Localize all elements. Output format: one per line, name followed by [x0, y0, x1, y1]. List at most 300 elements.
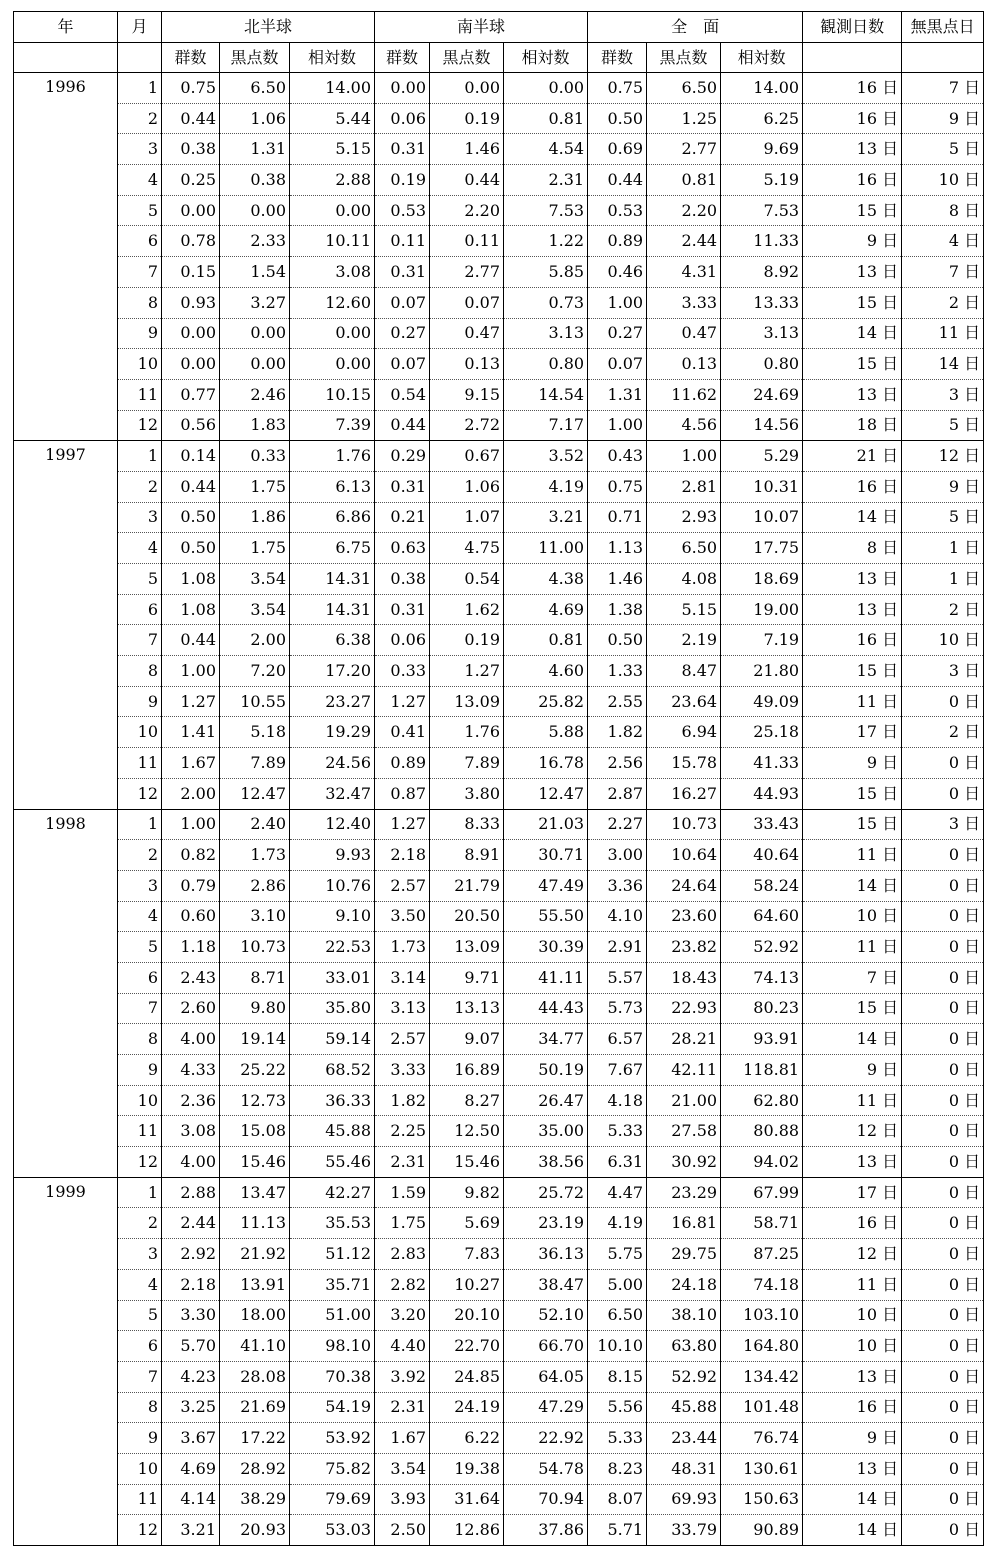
- south-groups-cell: 1.67: [375, 1423, 430, 1454]
- total-relative-cell: 76.74: [721, 1423, 803, 1454]
- north-relative-cell: 3.08: [290, 257, 375, 288]
- south-spots-cell: 12.50: [430, 1116, 504, 1147]
- total-groups-cell: 1.00: [588, 410, 647, 441]
- south-relative-cell: 37.86: [504, 1515, 588, 1546]
- total-groups-cell: 1.31: [588, 379, 647, 410]
- north-relative-cell: 0.00: [290, 318, 375, 349]
- south-groups-cell: 3.92: [375, 1361, 430, 1392]
- north-spots-cell: 2.40: [220, 809, 290, 840]
- table-row: [14, 1085, 984, 1116]
- obs-days-cell: 11 日: [803, 1269, 902, 1300]
- obs-days-cell: 11 日: [803, 686, 902, 717]
- total-groups-cell: 6.31: [588, 1147, 647, 1178]
- header-total-groups: 群数: [588, 43, 647, 73]
- north-relative-cell: 14.00: [290, 73, 375, 104]
- total-relative-cell: 7.53: [721, 195, 803, 226]
- total-relative-cell: 5.29: [721, 441, 803, 472]
- south-spots-cell: 19.38: [430, 1453, 504, 1484]
- table-row: [14, 1116, 984, 1147]
- month-cell: 2: [118, 840, 162, 871]
- month-cell: 2: [118, 1208, 162, 1239]
- north-spots-cell: 10.55: [220, 686, 290, 717]
- south-groups-cell: 0.31: [375, 594, 430, 625]
- north-relative-cell: 42.27: [290, 1177, 375, 1208]
- total-spots-cell: 16.27: [647, 778, 721, 809]
- total-spots-cell: 63.80: [647, 1331, 721, 1362]
- north-relative-cell: 36.33: [290, 1085, 375, 1116]
- south-relative-cell: 21.03: [504, 809, 588, 840]
- south-spots-cell: 2.72: [430, 410, 504, 441]
- year-cell: 1999: [14, 1177, 118, 1545]
- north-spots-cell: 18.00: [220, 1300, 290, 1331]
- south-groups-cell: 0.53: [375, 195, 430, 226]
- total-groups-cell: 1.33: [588, 656, 647, 687]
- north-spots-cell: 5.18: [220, 717, 290, 748]
- south-groups-cell: 0.31: [375, 471, 430, 502]
- south-groups-cell: 0.27: [375, 318, 430, 349]
- table-row: [14, 962, 984, 993]
- total-groups-cell: 3.00: [588, 840, 647, 871]
- north-relative-cell: 98.10: [290, 1331, 375, 1362]
- table-row: [14, 1453, 984, 1484]
- total-spots-cell: 10.64: [647, 840, 721, 871]
- no-spot-days-cell: 0 日: [902, 1515, 984, 1546]
- north-relative-cell: 6.38: [290, 625, 375, 656]
- no-spot-days-cell: 9 日: [902, 103, 984, 134]
- south-relative-cell: 44.43: [504, 993, 588, 1024]
- north-relative-cell: 59.14: [290, 1024, 375, 1055]
- total-groups-cell: 5.33: [588, 1423, 647, 1454]
- header-row-sub: [14, 43, 984, 73]
- south-groups-cell: 3.14: [375, 962, 430, 993]
- north-relative-cell: 17.20: [290, 656, 375, 687]
- south-relative-cell: 0.80: [504, 349, 588, 380]
- total-spots-cell: 23.29: [647, 1177, 721, 1208]
- south-groups-cell: 1.27: [375, 809, 430, 840]
- north-groups-cell: 4.69: [162, 1453, 220, 1484]
- south-relative-cell: 66.70: [504, 1331, 588, 1362]
- total-relative-cell: 25.18: [721, 717, 803, 748]
- north-spots-cell: 41.10: [220, 1331, 290, 1362]
- obs-days-cell: 12 日: [803, 1116, 902, 1147]
- north-groups-cell: 1.08: [162, 594, 220, 625]
- south-spots-cell: 9.71: [430, 962, 504, 993]
- south-spots-cell: 0.19: [430, 625, 504, 656]
- total-groups-cell: 0.89: [588, 226, 647, 257]
- south-spots-cell: 0.13: [430, 349, 504, 380]
- north-spots-cell: 1.86: [220, 502, 290, 533]
- north-spots-cell: 0.38: [220, 165, 290, 196]
- south-spots-cell: 1.76: [430, 717, 504, 748]
- total-relative-cell: 33.43: [721, 809, 803, 840]
- no-spot-days-cell: 7 日: [902, 73, 984, 104]
- total-relative-cell: 103.10: [721, 1300, 803, 1331]
- north-groups-cell: 0.44: [162, 625, 220, 656]
- north-relative-cell: 24.56: [290, 748, 375, 779]
- north-groups-cell: 0.79: [162, 870, 220, 901]
- north-relative-cell: 33.01: [290, 962, 375, 993]
- north-relative-cell: 0.00: [290, 195, 375, 226]
- total-groups-cell: 4.19: [588, 1208, 647, 1239]
- month-cell: 10: [118, 349, 162, 380]
- north-spots-cell: 38.29: [220, 1484, 290, 1515]
- no-spot-days-cell: 0 日: [902, 1361, 984, 1392]
- south-groups-cell: 2.31: [375, 1392, 430, 1423]
- south-spots-cell: 2.20: [430, 195, 504, 226]
- total-relative-cell: 5.19: [721, 165, 803, 196]
- south-relative-cell: 35.00: [504, 1116, 588, 1147]
- south-spots-cell: 21.79: [430, 870, 504, 901]
- north-spots-cell: 12.47: [220, 778, 290, 809]
- south-groups-cell: 1.59: [375, 1177, 430, 1208]
- total-groups-cell: 0.27: [588, 318, 647, 349]
- south-groups-cell: 2.18: [375, 840, 430, 871]
- north-groups-cell: 1.67: [162, 748, 220, 779]
- south-spots-cell: 31.64: [430, 1484, 504, 1515]
- no-spot-days-cell: 0 日: [902, 1300, 984, 1331]
- month-cell: 4: [118, 533, 162, 564]
- south-relative-cell: 12.47: [504, 778, 588, 809]
- north-groups-cell: 0.50: [162, 533, 220, 564]
- south-spots-cell: 0.19: [430, 103, 504, 134]
- no-spot-days-cell: 0 日: [902, 993, 984, 1024]
- obs-days-cell: 9 日: [803, 1055, 902, 1086]
- total-spots-cell: 2.77: [647, 134, 721, 165]
- north-groups-cell: 1.41: [162, 717, 220, 748]
- south-spots-cell: 9.07: [430, 1024, 504, 1055]
- obs-days-cell: 18 日: [803, 410, 902, 441]
- no-spot-days-cell: 0 日: [902, 748, 984, 779]
- total-groups-cell: 3.36: [588, 870, 647, 901]
- total-groups-cell: 0.69: [588, 134, 647, 165]
- north-spots-cell: 2.46: [220, 379, 290, 410]
- obs-days-cell: 14 日: [803, 1024, 902, 1055]
- obs-days-cell: 13 日: [803, 594, 902, 625]
- south-relative-cell: 30.39: [504, 932, 588, 963]
- total-spots-cell: 0.81: [647, 165, 721, 196]
- total-groups-cell: 2.87: [588, 778, 647, 809]
- table-row: [14, 594, 984, 625]
- no-spot-days-cell: 9 日: [902, 471, 984, 502]
- north-relative-cell: 51.12: [290, 1239, 375, 1270]
- month-cell: 9: [118, 686, 162, 717]
- total-spots-cell: 27.58: [647, 1116, 721, 1147]
- north-groups-cell: 4.00: [162, 1024, 220, 1055]
- month-cell: 2: [118, 471, 162, 502]
- header-sub-empty: [902, 43, 984, 73]
- obs-days-cell: 21 日: [803, 441, 902, 472]
- total-relative-cell: 44.93: [721, 778, 803, 809]
- south-relative-cell: 11.00: [504, 533, 588, 564]
- total-spots-cell: 30.92: [647, 1147, 721, 1178]
- header-sub-empty: [14, 43, 118, 73]
- north-relative-cell: 70.38: [290, 1361, 375, 1392]
- no-spot-days-cell: 0 日: [902, 1147, 984, 1178]
- header-south-relative: 相対数: [504, 43, 588, 73]
- south-spots-cell: 8.27: [430, 1085, 504, 1116]
- month-cell: 3: [118, 134, 162, 165]
- total-groups-cell: 2.91: [588, 932, 647, 963]
- south-relative-cell: 3.52: [504, 441, 588, 472]
- south-groups-cell: 2.31: [375, 1147, 430, 1178]
- year-cell: 1996: [14, 73, 118, 441]
- obs-days-cell: 14 日: [803, 318, 902, 349]
- table-row: [14, 441, 984, 472]
- north-spots-cell: 10.73: [220, 932, 290, 963]
- header-sub-empty: [803, 43, 902, 73]
- table-row: [14, 1177, 984, 1208]
- obs-days-cell: 12 日: [803, 1239, 902, 1270]
- obs-days-cell: 13 日: [803, 1361, 902, 1392]
- month-cell: 11: [118, 1116, 162, 1147]
- header-sub-empty: [118, 43, 162, 73]
- total-relative-cell: 58.71: [721, 1208, 803, 1239]
- obs-days-cell: 15 日: [803, 656, 902, 687]
- south-spots-cell: 20.50: [430, 901, 504, 932]
- table-row: [14, 1055, 984, 1086]
- obs-days-cell: 15 日: [803, 778, 902, 809]
- no-spot-days-cell: 2 日: [902, 287, 984, 318]
- north-spots-cell: 1.73: [220, 840, 290, 871]
- total-groups-cell: 2.56: [588, 748, 647, 779]
- obs-days-cell: 10 日: [803, 901, 902, 932]
- total-spots-cell: 15.78: [647, 748, 721, 779]
- total-spots-cell: 24.18: [647, 1269, 721, 1300]
- year-cell: 1998: [14, 809, 118, 1177]
- month-cell: 5: [118, 195, 162, 226]
- table-row: [14, 1239, 984, 1270]
- total-groups-cell: 0.75: [588, 73, 647, 104]
- obs-days-cell: 14 日: [803, 1515, 902, 1546]
- south-groups-cell: 0.33: [375, 656, 430, 687]
- month-cell: 12: [118, 410, 162, 441]
- total-relative-cell: 24.69: [721, 379, 803, 410]
- no-spot-days-cell: 0 日: [902, 1392, 984, 1423]
- table-row: [14, 717, 984, 748]
- total-groups-cell: 4.10: [588, 901, 647, 932]
- table-row: [14, 564, 984, 595]
- month-cell: 4: [118, 901, 162, 932]
- north-spots-cell: 20.93: [220, 1515, 290, 1546]
- header-obs-days: 観測日数: [803, 12, 902, 43]
- south-spots-cell: 0.67: [430, 441, 504, 472]
- table-row: [14, 502, 984, 533]
- table-row: [14, 257, 984, 288]
- south-groups-cell: 0.89: [375, 748, 430, 779]
- south-groups-cell: 0.07: [375, 287, 430, 318]
- north-spots-cell: 3.54: [220, 564, 290, 595]
- north-groups-cell: 0.14: [162, 441, 220, 472]
- north-groups-cell: 2.18: [162, 1269, 220, 1300]
- south-relative-cell: 64.05: [504, 1361, 588, 1392]
- month-cell: 10: [118, 717, 162, 748]
- total-relative-cell: 150.63: [721, 1484, 803, 1515]
- south-groups-cell: 2.25: [375, 1116, 430, 1147]
- south-relative-cell: 26.47: [504, 1085, 588, 1116]
- south-relative-cell: 7.53: [504, 195, 588, 226]
- north-groups-cell: 2.60: [162, 993, 220, 1024]
- header-total-spots: 黒点数: [647, 43, 721, 73]
- total-spots-cell: 6.50: [647, 73, 721, 104]
- obs-days-cell: 11 日: [803, 840, 902, 871]
- no-spot-days-cell: 0 日: [902, 1208, 984, 1239]
- table-row: [14, 1208, 984, 1239]
- total-relative-cell: 10.07: [721, 502, 803, 533]
- table-row: [14, 134, 984, 165]
- total-relative-cell: 62.80: [721, 1085, 803, 1116]
- total-relative-cell: 10.31: [721, 471, 803, 502]
- month-cell: 2: [118, 103, 162, 134]
- obs-days-cell: 17 日: [803, 717, 902, 748]
- north-spots-cell: 19.14: [220, 1024, 290, 1055]
- total-spots-cell: 6.50: [647, 533, 721, 564]
- total-groups-cell: 0.53: [588, 195, 647, 226]
- table-row: [14, 471, 984, 502]
- table-row: [14, 809, 984, 840]
- south-relative-cell: 34.77: [504, 1024, 588, 1055]
- table-row: [14, 870, 984, 901]
- total-groups-cell: 0.71: [588, 502, 647, 533]
- south-relative-cell: 4.38: [504, 564, 588, 595]
- south-spots-cell: 13.09: [430, 686, 504, 717]
- north-spots-cell: 1.83: [220, 410, 290, 441]
- total-spots-cell: 45.88: [647, 1392, 721, 1423]
- south-spots-cell: 12.86: [430, 1515, 504, 1546]
- total-relative-cell: 74.18: [721, 1269, 803, 1300]
- table-row: [14, 1361, 984, 1392]
- header-north-spots: 黒点数: [220, 43, 290, 73]
- table-row: [14, 1392, 984, 1423]
- total-groups-cell: 1.13: [588, 533, 647, 564]
- table-row: [14, 379, 984, 410]
- south-spots-cell: 0.47: [430, 318, 504, 349]
- obs-days-cell: 13 日: [803, 379, 902, 410]
- south-spots-cell: 10.27: [430, 1269, 504, 1300]
- north-relative-cell: 19.29: [290, 717, 375, 748]
- no-spot-days-cell: 0 日: [902, 962, 984, 993]
- total-spots-cell: 33.79: [647, 1515, 721, 1546]
- month-cell: 9: [118, 1055, 162, 1086]
- north-groups-cell: 2.43: [162, 962, 220, 993]
- table-row: [14, 165, 984, 196]
- total-groups-cell: 4.18: [588, 1085, 647, 1116]
- obs-days-cell: 13 日: [803, 1453, 902, 1484]
- total-relative-cell: 94.02: [721, 1147, 803, 1178]
- obs-days-cell: 7 日: [803, 962, 902, 993]
- south-spots-cell: 1.46: [430, 134, 504, 165]
- south-groups-cell: 2.57: [375, 870, 430, 901]
- total-groups-cell: 1.82: [588, 717, 647, 748]
- total-relative-cell: 80.88: [721, 1116, 803, 1147]
- total-spots-cell: 16.81: [647, 1208, 721, 1239]
- month-cell: 9: [118, 1423, 162, 1454]
- obs-days-cell: 15 日: [803, 809, 902, 840]
- south-spots-cell: 6.22: [430, 1423, 504, 1454]
- obs-days-cell: 16 日: [803, 73, 902, 104]
- north-relative-cell: 51.00: [290, 1300, 375, 1331]
- obs-days-cell: 14 日: [803, 502, 902, 533]
- south-relative-cell: 47.49: [504, 870, 588, 901]
- header-south: 南半球: [375, 12, 588, 43]
- obs-days-cell: 13 日: [803, 257, 902, 288]
- month-cell: 6: [118, 226, 162, 257]
- total-relative-cell: 14.56: [721, 410, 803, 441]
- north-groups-cell: 1.27: [162, 686, 220, 717]
- total-spots-cell: 23.60: [647, 901, 721, 932]
- south-spots-cell: 0.11: [430, 226, 504, 257]
- north-relative-cell: 53.03: [290, 1515, 375, 1546]
- table-row: [14, 625, 984, 656]
- table-row: [14, 318, 984, 349]
- total-spots-cell: 3.33: [647, 287, 721, 318]
- total-spots-cell: 38.10: [647, 1300, 721, 1331]
- north-spots-cell: 12.73: [220, 1085, 290, 1116]
- total-relative-cell: 21.80: [721, 656, 803, 687]
- north-spots-cell: 7.89: [220, 748, 290, 779]
- north-spots-cell: 3.10: [220, 901, 290, 932]
- north-groups-cell: 0.00: [162, 349, 220, 380]
- south-groups-cell: 0.38: [375, 564, 430, 595]
- no-spot-days-cell: 10 日: [902, 165, 984, 196]
- south-groups-cell: 0.29: [375, 441, 430, 472]
- north-groups-cell: 3.08: [162, 1116, 220, 1147]
- header-south-groups: 群数: [375, 43, 430, 73]
- north-spots-cell: 13.91: [220, 1269, 290, 1300]
- south-groups-cell: 0.00: [375, 73, 430, 104]
- north-groups-cell: 2.00: [162, 778, 220, 809]
- south-groups-cell: 2.50: [375, 1515, 430, 1546]
- total-groups-cell: 5.73: [588, 993, 647, 1024]
- month-cell: 1: [118, 1177, 162, 1208]
- month-cell: 4: [118, 1269, 162, 1300]
- north-groups-cell: 1.00: [162, 656, 220, 687]
- north-spots-cell: 3.54: [220, 594, 290, 625]
- south-relative-cell: 4.19: [504, 471, 588, 502]
- no-spot-days-cell: 0 日: [902, 1269, 984, 1300]
- obs-days-cell: 14 日: [803, 870, 902, 901]
- month-cell: 5: [118, 564, 162, 595]
- south-relative-cell: 0.81: [504, 103, 588, 134]
- north-relative-cell: 35.53: [290, 1208, 375, 1239]
- north-relative-cell: 53.92: [290, 1423, 375, 1454]
- north-relative-cell: 10.15: [290, 379, 375, 410]
- no-spot-days-cell: 1 日: [902, 533, 984, 564]
- north-groups-cell: 2.92: [162, 1239, 220, 1270]
- obs-days-cell: 16 日: [803, 471, 902, 502]
- north-groups-cell: 4.00: [162, 1147, 220, 1178]
- north-relative-cell: 35.80: [290, 993, 375, 1024]
- no-spot-days-cell: 0 日: [902, 1239, 984, 1270]
- total-spots-cell: 0.47: [647, 318, 721, 349]
- month-cell: 11: [118, 1484, 162, 1515]
- south-relative-cell: 47.29: [504, 1392, 588, 1423]
- total-spots-cell: 28.21: [647, 1024, 721, 1055]
- south-relative-cell: 36.13: [504, 1239, 588, 1270]
- month-cell: 11: [118, 379, 162, 410]
- month-cell: 1: [118, 441, 162, 472]
- south-relative-cell: 70.94: [504, 1484, 588, 1515]
- north-spots-cell: 17.22: [220, 1423, 290, 1454]
- north-relative-cell: 12.60: [290, 287, 375, 318]
- total-spots-cell: 42.11: [647, 1055, 721, 1086]
- total-groups-cell: 5.71: [588, 1515, 647, 1546]
- north-spots-cell: 28.92: [220, 1453, 290, 1484]
- month-cell: 12: [118, 1147, 162, 1178]
- south-relative-cell: 14.54: [504, 379, 588, 410]
- south-relative-cell: 50.19: [504, 1055, 588, 1086]
- obs-days-cell: 16 日: [803, 165, 902, 196]
- total-spots-cell: 2.81: [647, 471, 721, 502]
